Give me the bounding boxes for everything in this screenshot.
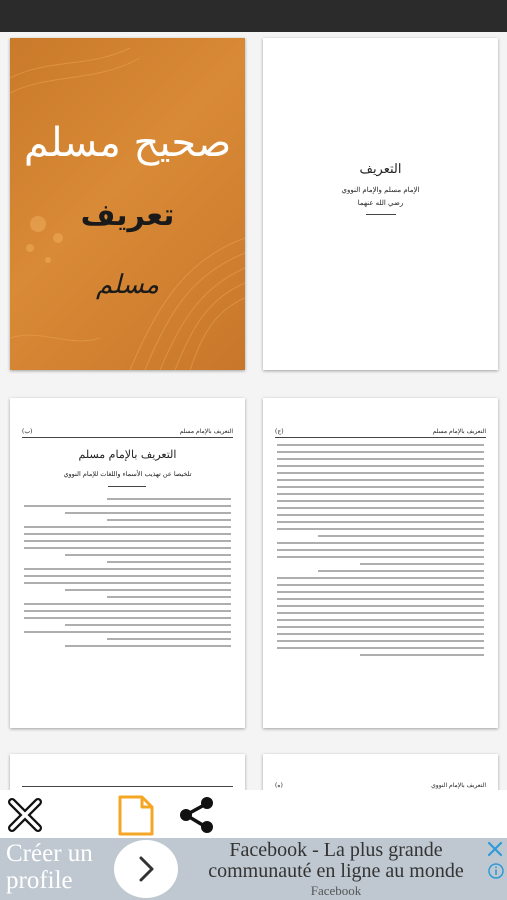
page5-header <box>22 784 233 787</box>
page-thumbnail-6[interactable] <box>263 754 498 790</box>
ad-headline[interactable] <box>196 840 476 882</box>
status-bar <box>0 0 507 32</box>
bottom-toolbar <box>0 790 507 838</box>
ad-headline-line2: communauté en ligne au monde <box>208 860 464 882</box>
ad-headline-line1: Facebook - La plus grande <box>229 839 443 861</box>
page6-header <box>275 782 486 790</box>
page-thumbnail-4[interactable] <box>263 398 498 728</box>
page-thumbnail-grid[interactable] <box>0 32 507 790</box>
page3-title: التعريف بالإمام مسلم <box>78 448 177 461</box>
ad-cta-button[interactable] <box>114 840 178 898</box>
page4-header <box>275 428 486 438</box>
page2-line1: الإمام مسلم والإمام النووي <box>341 186 420 194</box>
page6-header-text: التعريف بالإمام النووي <box>431 782 486 789</box>
page4-header-right: التعريف بالإمام مسلم <box>432 428 486 435</box>
document-icon[interactable] <box>114 794 156 836</box>
ad-close-icon[interactable] <box>485 839 505 859</box>
cover-author: مسلم <box>95 270 160 300</box>
page3-header-left: (ب) <box>22 428 33 435</box>
ad-cta-text[interactable] <box>6 840 93 894</box>
page-thumbnail-3[interactable] <box>10 398 245 728</box>
page-thumbnail-2[interactable] <box>263 38 498 370</box>
page3-divider <box>108 486 146 487</box>
chevron-right-icon <box>114 840 178 898</box>
ad-banner[interactable] <box>0 838 507 900</box>
page2-line2: رضي الله عنهما <box>357 199 404 207</box>
ad-cta-line1: Créer un <box>6 840 93 867</box>
page4-header-left: (ج) <box>275 428 284 435</box>
page3-header-right: التعريف بالإمام مسلم <box>179 428 233 435</box>
page2-divider <box>366 214 396 215</box>
page6-number: (ه) <box>275 782 283 789</box>
page3-body-text <box>24 498 231 652</box>
ad-info-icon[interactable] <box>487 862 505 880</box>
ad-brand: Facebook <box>310 883 362 898</box>
close-icon[interactable] <box>4 794 46 836</box>
page-thumbnail-5[interactable] <box>10 754 245 790</box>
page-thumbnail-cover[interactable] <box>10 38 245 370</box>
ad-cta-line2: profile <box>6 867 73 894</box>
page3-header <box>22 428 233 438</box>
page4-body-text <box>277 444 484 661</box>
page3-subtitle: تلخيصا عن تهذيب الأسماء واللغات للإمام النووي <box>63 470 192 478</box>
cover-title: صحيح مسلم <box>23 120 232 166</box>
page2-title: التعريف <box>359 162 402 177</box>
share-icon[interactable] <box>176 794 218 836</box>
cover-subtitle: تعريف <box>80 198 175 233</box>
